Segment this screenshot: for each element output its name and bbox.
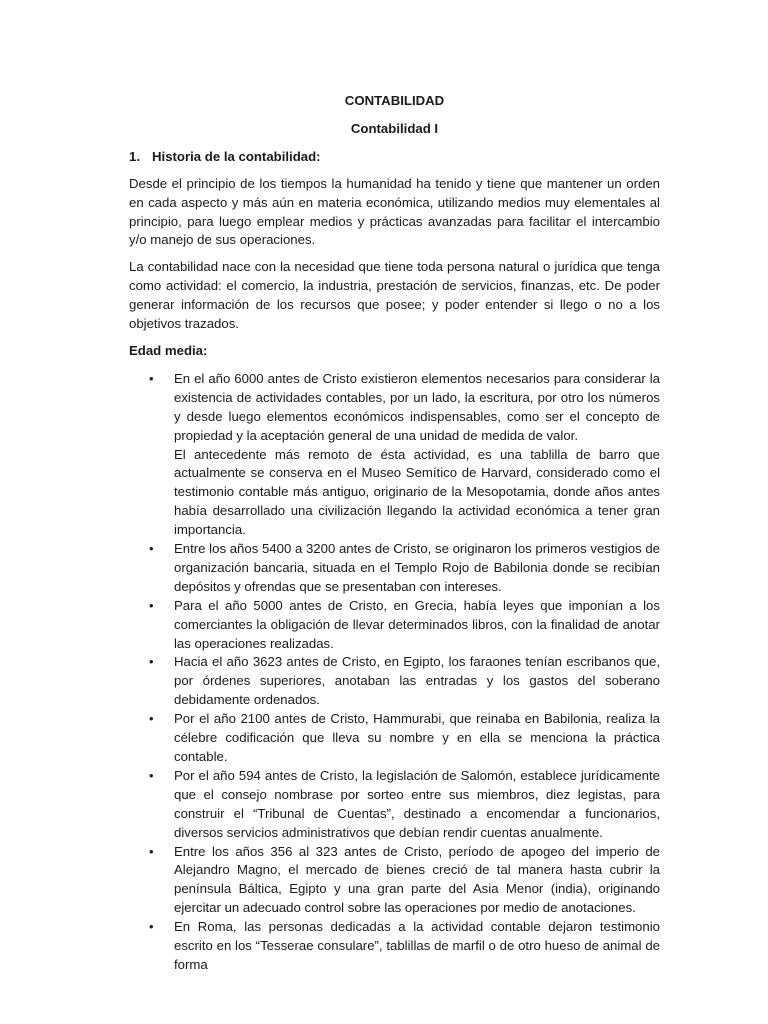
list-item xyxy=(129,710,660,767)
bullet-icon: • xyxy=(149,370,154,386)
document-title: CONTABILIDAD xyxy=(344,93,445,108)
history-bullet-list xyxy=(129,370,660,975)
bullet-icon: • xyxy=(149,767,154,783)
bullet-icon: • xyxy=(149,711,154,727)
list-item xyxy=(129,918,660,975)
list-item-text: Entre los años 356 al 323 antes de Cristo, período de apogeo del imperio de Alejandro Magno, el mercado de bienes creció de tal manera hasta cubrir la península Báltica, Egipto y una gran parte del Asia Menor (india), originando ejercitar un adecuado control sobre las operaciones por medio de anotaciones. xyxy=(174,843,660,916)
list-item-text: Por el año 2100 antes de Cristo, Hammurabi, que reinaba en Babilonia, realiza la célebre codificación que lleva su nombre y en ella se menciona la práctica contable. xyxy=(174,711,660,764)
list-item-continuation: El antecedente más remoto de ésta actividad, es una tablilla de barro que actualmente se conserva en el Museo Semítico de Harvard, considerado como el testimonio contable más antiguo, originario de la Mesopotamia, donde años antes había desarrollado una civilización llegando la actividad económica a tener gran importancia. xyxy=(174,446,660,538)
list-item xyxy=(129,540,660,597)
list-item-text: Entre los años 5400 a 3200 antes de Cristo, se originaron los primeros vestigios de organización bancaria, situada en el Templo Rojo de Babilonia donde se recibían depósitos y ofrendas que se presentaban con intereses. xyxy=(174,541,661,594)
list-item xyxy=(129,843,660,919)
document-subtitle: Contabilidad I xyxy=(350,120,439,136)
list-item-text: Hacia el año 3623 antes de Cristo, en Egipto, los faraones tenían escribanos que, por órdenes superiores, anotaban las entradas y los gastos del soberano debidamente ordenados. xyxy=(174,654,660,708)
bullet-icon: • xyxy=(149,541,154,557)
list-item-text: Por el año 594 antes de Cristo, la legislación de Salomón, establece jurídicamente que el consejo nombrase por sorteo entre sus miembros, diez legistas, para construir el “Tribunal de Cuentas”, destinado a encomendar a funcionarios, diversos servicios administrativos que debían rendir cuentas anualmente. xyxy=(174,767,660,840)
document-page xyxy=(129,92,660,975)
section-number: 1. xyxy=(129,148,140,164)
section-heading xyxy=(129,148,660,167)
list-item-text: Para el año 5000 antes de Cristo, en Grecia, había leyes que imponían a los comerciantes la obligación de llevar determinados libros, con la finalidad de anotar las operaciones realizadas. xyxy=(174,597,660,651)
section-title: Historia de la contabilidad: xyxy=(152,148,321,164)
list-item xyxy=(129,370,660,540)
list-item xyxy=(129,597,660,654)
intro-paragraph-1: Desde el principio de los tiempos la humanidad ha tenido y tiene que mantener un orden en cada aspecto y más aún en materia económica, utilizando medios muy elementales al principio, para luego emplear medios y prácticas avanzadas para facilitar el intercambio y/o manejo de sus operaciones. xyxy=(129,175,660,248)
bullet-icon: • xyxy=(149,843,154,859)
list-item xyxy=(129,653,660,710)
bullet-icon: • xyxy=(149,597,154,613)
list-item xyxy=(129,767,660,843)
list-item-text: En Roma, las personas dedicadas a la actividad contable dejaron testimonio escrito en los “Tesserae consulare”, tablillas de marfil o de otro hueso de animal de forma xyxy=(174,919,660,972)
intro-paragraph-2: La contabilidad nace con la necesidad que tiene toda persona natural o jurídica que tenga como actividad: el comercio, la industria, prestación de servicios, finanzas, etc. De poder generar información de los recursos que posee; y poder entender si llego o no a los objetivos trazados. xyxy=(129,259,660,332)
list-item-text: En el año 6000 antes de Cristo existieron elementos necesarios para considerar la existencia de actividades contables, por un lado, la escritura, por otro los números y desde luego elementos económicos indispensables, como ser el concepto de propiedad y la aceptación general de una unidad de medida de valor. xyxy=(174,370,660,443)
bullet-icon: • xyxy=(149,919,154,935)
bullet-icon: • xyxy=(149,654,154,670)
subheading-edad-media: Edad media: xyxy=(129,342,208,358)
